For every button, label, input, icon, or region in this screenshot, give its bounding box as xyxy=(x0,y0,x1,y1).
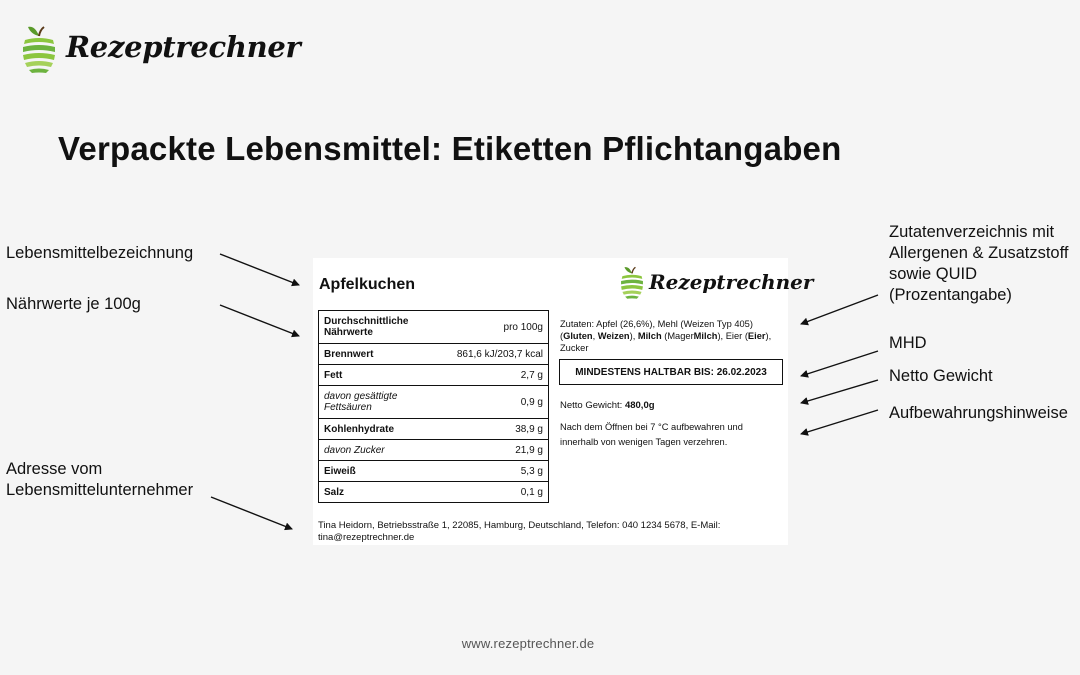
ingredient-mager: Mager xyxy=(667,331,694,341)
net-weight xyxy=(560,400,655,411)
table-row xyxy=(319,482,549,503)
table-row xyxy=(319,440,549,461)
footer-url: www.rezeptrechner.de xyxy=(461,636,595,651)
mhd-label: MINDESTENS HALTBAR BIS: xyxy=(575,366,714,378)
arrow-naehrwerte xyxy=(220,305,299,336)
company-address: Tina Heidorn, Betriebsstraße 1, 22085, Hamburg, Deutschland, Telefon: 040 1234 5678, E-Mail: tina@rezeptrechner.de xyxy=(318,520,721,543)
annotation-naehrwerte: Nährwerte je 100g xyxy=(6,295,141,313)
table-header-row xyxy=(319,311,549,344)
food-label xyxy=(313,258,814,545)
arrow-lebensmittelbezeichnung xyxy=(220,254,299,285)
header-name-line: Nährwerte xyxy=(324,327,373,338)
allergen-gluten: Gluten xyxy=(563,331,593,341)
storage-instructions: Nach dem Öffnen bei 7 °C aufbewahren und innerhalb von wenigen Tagen verzehren. xyxy=(560,422,743,447)
annotation-lebensmittelbezeichnung: Lebensmittelbezeichnung xyxy=(6,244,194,262)
arrow-netto xyxy=(801,380,878,403)
nutrient-name: Kohlenhydrate xyxy=(319,419,433,440)
table-row xyxy=(319,365,549,386)
table-row xyxy=(319,419,549,440)
header-name-line: Durchschnittliche xyxy=(324,316,409,327)
nutrient-name: Brennwert xyxy=(319,344,433,365)
ingredients-list: Zutaten: Apfel (26,6%), Mehl (Weizen Typ 405) (Gluten, Weizen), Milch (MagerMilch), Eier (Eier), Zucker xyxy=(560,319,772,353)
nutrient-name-line: davon gesättigte xyxy=(324,391,398,402)
annotation-mhd: MHD xyxy=(889,334,927,352)
nutrition-table xyxy=(318,310,549,503)
allergen-magermilch: Milch xyxy=(693,331,718,341)
nutrient-name: davon Zucker xyxy=(319,440,433,461)
net-weight-label: Netto Gewicht: xyxy=(560,400,623,411)
annotation-netto: Netto Gewicht xyxy=(889,367,993,385)
table-header-name xyxy=(319,311,433,344)
arrow-aufbewahrung xyxy=(801,410,878,434)
nutrient-value: 21,9 g xyxy=(432,440,548,461)
annotation-zutaten-line: Zutatenverzeichnis mit xyxy=(889,223,1055,241)
annotation-zutaten xyxy=(889,222,1068,306)
annotation-zutaten-line: sowie QUID xyxy=(889,265,978,283)
page-title: Verpackte Lebensmittel: Etiketten Pflichtangaben xyxy=(58,130,842,167)
label-brand-logo xyxy=(619,264,814,304)
annotation-zutaten-line: Allergenen & Zusatzstoff xyxy=(889,244,1069,262)
mhd-date: 26.02.2023 xyxy=(716,366,767,378)
allergen-eier: Eier xyxy=(747,331,766,341)
arrow-zutaten xyxy=(801,295,878,324)
nutrient-value: 0,1 g xyxy=(432,482,548,503)
annotation-zutaten-line: (Prozentangabe) xyxy=(889,286,1012,304)
nutrient-name: Eiweiß xyxy=(319,461,433,482)
nutrient-name: Salz xyxy=(319,482,433,503)
nutrient-value: 0,9 g xyxy=(432,386,548,419)
allergen-milch: Milch xyxy=(637,331,662,341)
mhd-box xyxy=(559,359,783,385)
nutrient-value: 38,9 g xyxy=(432,419,548,440)
annotation-adresse-line: Adresse vom xyxy=(6,460,103,478)
annotation-adresse xyxy=(6,459,193,501)
brand-logo xyxy=(20,22,301,80)
apple-logo-icon xyxy=(20,24,58,76)
ingredients-prefix: Zutaten: Apfel (26,6%), Mehl (Weizen Typ 405) xyxy=(560,319,753,329)
table-row xyxy=(319,386,549,419)
nutrient-value: 861,6 kJ/203,7 kcal xyxy=(432,344,548,365)
nutrient-name: Fett xyxy=(319,365,433,386)
table-row xyxy=(319,344,549,365)
annotation-aufbewahrung: Aufbewahrungshinweise xyxy=(889,404,1068,422)
apple-logo-icon xyxy=(619,264,645,302)
net-weight-value: 480,0g xyxy=(624,400,655,411)
nutrient-value: 2,7 g xyxy=(432,365,548,386)
arrow-adresse xyxy=(211,497,292,529)
nutrient-name-line: Fettsäuren xyxy=(324,402,372,413)
annotation-adresse-line: Lebensmittelunternehmer xyxy=(6,481,194,499)
ingredient-zucker: Zucker xyxy=(560,343,589,353)
arrow-mhd xyxy=(801,351,878,376)
brand-name: Rezeptrechner xyxy=(66,30,301,64)
table-header-value: pro 100g xyxy=(432,311,548,344)
nutrient-name xyxy=(319,386,433,419)
nutrient-value: 5,3 g xyxy=(432,461,548,482)
product-name: Apfelkuchen xyxy=(319,276,416,293)
allergen-weizen: Weizen xyxy=(597,331,630,341)
label-brand-name: Rezeptrechner xyxy=(649,270,814,294)
table-row xyxy=(319,461,549,482)
